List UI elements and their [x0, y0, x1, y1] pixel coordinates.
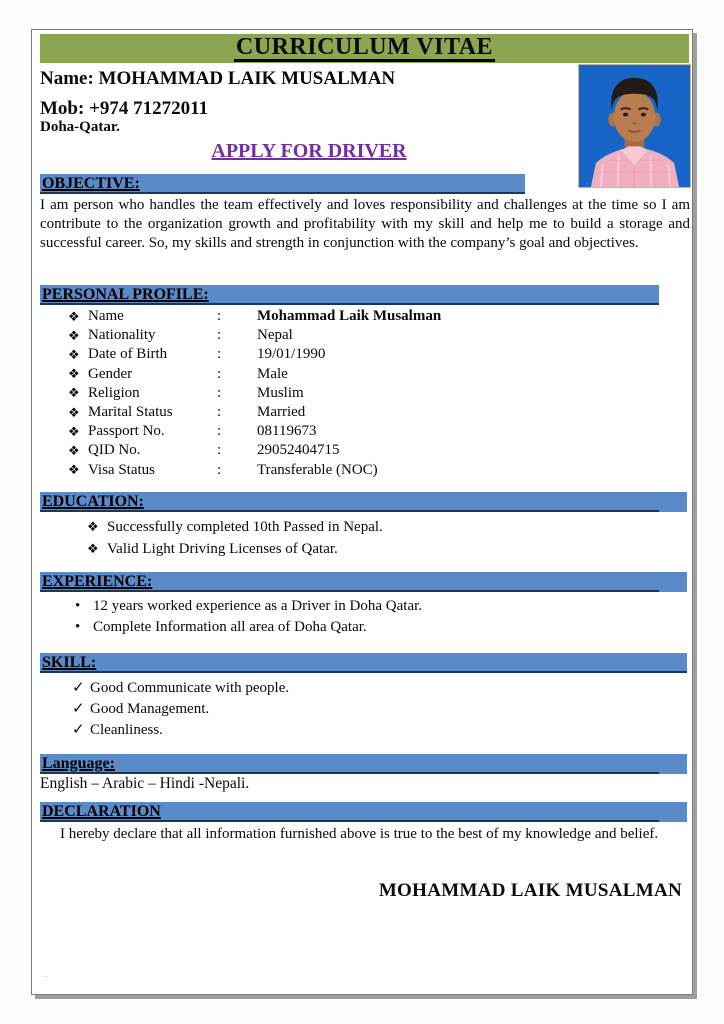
section-heading-experience: EXPERIENCE: [42, 573, 153, 590]
list-item [40, 538, 690, 560]
profile-label: Gender [88, 365, 133, 382]
diamond-bullet-icon: ❖ [68, 327, 80, 343]
profile-row [40, 345, 690, 364]
apply-for-driver-text: APPLY FOR DRIVER [211, 140, 407, 162]
applicant-photo [578, 64, 691, 188]
section-heading-personal-profile: PERSONAL PROFILE: [42, 286, 209, 303]
list-item-text: Valid Light Driving Licenses of Qatar. [107, 541, 338, 557]
declaration-paragraph: I hereby declare that all information furnished above is true to the best of my knowledge and belief. [60, 826, 659, 842]
profile-value: Muslim [257, 384, 304, 401]
section-heading-declaration: DECLARATION [42, 803, 161, 820]
cv-page [31, 29, 693, 995]
profile-row [40, 326, 690, 345]
diamond-bullet-icon: ❖ [68, 308, 80, 324]
list-item [40, 720, 690, 741]
section-bar-skill [40, 653, 687, 673]
section-bar-experience [40, 572, 687, 592]
list-item [40, 596, 690, 617]
checkmark-icon: ✓ [72, 680, 85, 696]
list-item-text: Good Management. [90, 701, 210, 717]
language-text: English – Arabic – Hindi -Nepali. [40, 775, 250, 792]
skill-list [40, 678, 690, 741]
list-item [40, 516, 690, 538]
profile-value: 08119673 [257, 423, 317, 440]
bar-underline [40, 590, 659, 592]
list-item-text: Successfully completed 10th Passed in Nepal. [107, 519, 383, 535]
applicant-name-line: Name: MOHAMMAD LAIK MUSALMAN [40, 68, 396, 89]
mobile-line: Mob: +974 71272011 [40, 98, 209, 119]
diamond-bullet-icon: ❖ [68, 404, 80, 420]
list-item [40, 617, 690, 638]
checkmark-icon: ✓ [72, 701, 85, 717]
profile-row [40, 403, 690, 422]
bar-underline [40, 303, 659, 305]
profile-row [40, 461, 690, 480]
profile-separator: : [217, 423, 222, 440]
profile-value: Transferable (NOC) [257, 461, 378, 478]
section-bar-education [40, 492, 687, 512]
profile-label: Date of Birth [88, 346, 168, 363]
diamond-bullet-icon: ❖ [68, 462, 80, 478]
list-item [40, 678, 690, 699]
profile-row [40, 422, 690, 441]
bar-underline [40, 510, 659, 512]
section-heading-skill: SKILL: [42, 654, 97, 671]
profile-label: Visa Status [88, 461, 156, 478]
section-bar-declaration [40, 802, 687, 822]
section-bar-objective [40, 174, 525, 194]
profile-value: Nepal [257, 327, 293, 344]
profile-row [40, 384, 690, 403]
profile-separator: : [217, 461, 222, 478]
section-heading-objective: OBJECTIVE: [42, 175, 140, 192]
profile-value: 29052404715 [257, 442, 340, 459]
profile-row [40, 441, 690, 460]
education-list [40, 516, 690, 560]
profile-label: Passport No. [88, 423, 165, 440]
checkmark-icon: ✓ [72, 722, 85, 738]
profile-value: Mohammad Laik Musalman [257, 308, 442, 325]
profile-label: Marital Status [88, 404, 173, 421]
list-item [40, 699, 690, 720]
section-heading-education: EDUCATION: [42, 493, 144, 510]
profile-separator: : [217, 404, 222, 421]
profile-separator: : [217, 442, 222, 459]
bar-underline [40, 192, 525, 194]
diamond-bullet-icon: ❖ [87, 519, 99, 534]
profile-value: Married [257, 404, 306, 421]
profile-separator: : [217, 346, 222, 363]
diamond-bullet-icon: ❖ [68, 385, 80, 401]
objective-paragraph: I am person who handles the team effectively and loves responsibility and challenges at the time so I am contribute to the organization growth and profitability with my skill and help me to build a storage and successful career. So, my skills and strength in conjunction with the company’s goal and objectives. [40, 197, 690, 251]
portrait-illustration [579, 65, 690, 187]
dot-bullet-icon: • [75, 598, 81, 614]
section-bar-personal-profile [40, 285, 659, 305]
list-item-text: Complete Information all area of Doha Qatar. [93, 619, 367, 635]
footer-mark: .. [43, 971, 49, 979]
profile-label: Name [88, 308, 124, 325]
profile-separator: : [217, 308, 222, 325]
list-item-text: 12 years worked experience as a Driver in Doha Qatar. [93, 598, 423, 614]
bar-underline [40, 772, 659, 774]
profile-separator: : [217, 327, 222, 344]
personal-profile-table [40, 307, 690, 480]
profile-value: 19/01/1990 [257, 346, 326, 363]
profile-value: Male [257, 365, 288, 382]
profile-row [40, 365, 690, 384]
profile-separator: : [217, 365, 222, 382]
diamond-bullet-icon: ❖ [68, 346, 80, 362]
bar-underline [40, 671, 687, 673]
bar-underline [40, 820, 659, 822]
profile-label: Religion [88, 384, 140, 401]
list-item-text: Good Communicate with people. [90, 680, 290, 696]
diamond-bullet-icon: ❖ [68, 366, 80, 382]
dot-bullet-icon: • [75, 619, 81, 635]
page-title: CURRICULUM VITAE [235, 34, 494, 60]
profile-label: Nationality [88, 327, 156, 344]
profile-label: QID No. [88, 442, 141, 459]
profile-separator: : [217, 384, 222, 401]
diamond-bullet-icon: ❖ [68, 423, 80, 439]
city-line: Doha-Qatar. [40, 119, 120, 135]
apply-for-driver-line [40, 140, 578, 163]
experience-list [40, 596, 690, 638]
title-banner [40, 34, 689, 63]
section-bar-language [40, 754, 687, 774]
signature-name: MOHAMMAD LAIK MUSALMAN [378, 880, 682, 901]
diamond-bullet-icon: ❖ [87, 541, 99, 556]
diamond-bullet-icon: ❖ [68, 442, 80, 458]
section-heading-language: Language: [42, 755, 115, 772]
list-item-text: Cleanliness. [90, 722, 163, 738]
profile-row [40, 307, 690, 326]
